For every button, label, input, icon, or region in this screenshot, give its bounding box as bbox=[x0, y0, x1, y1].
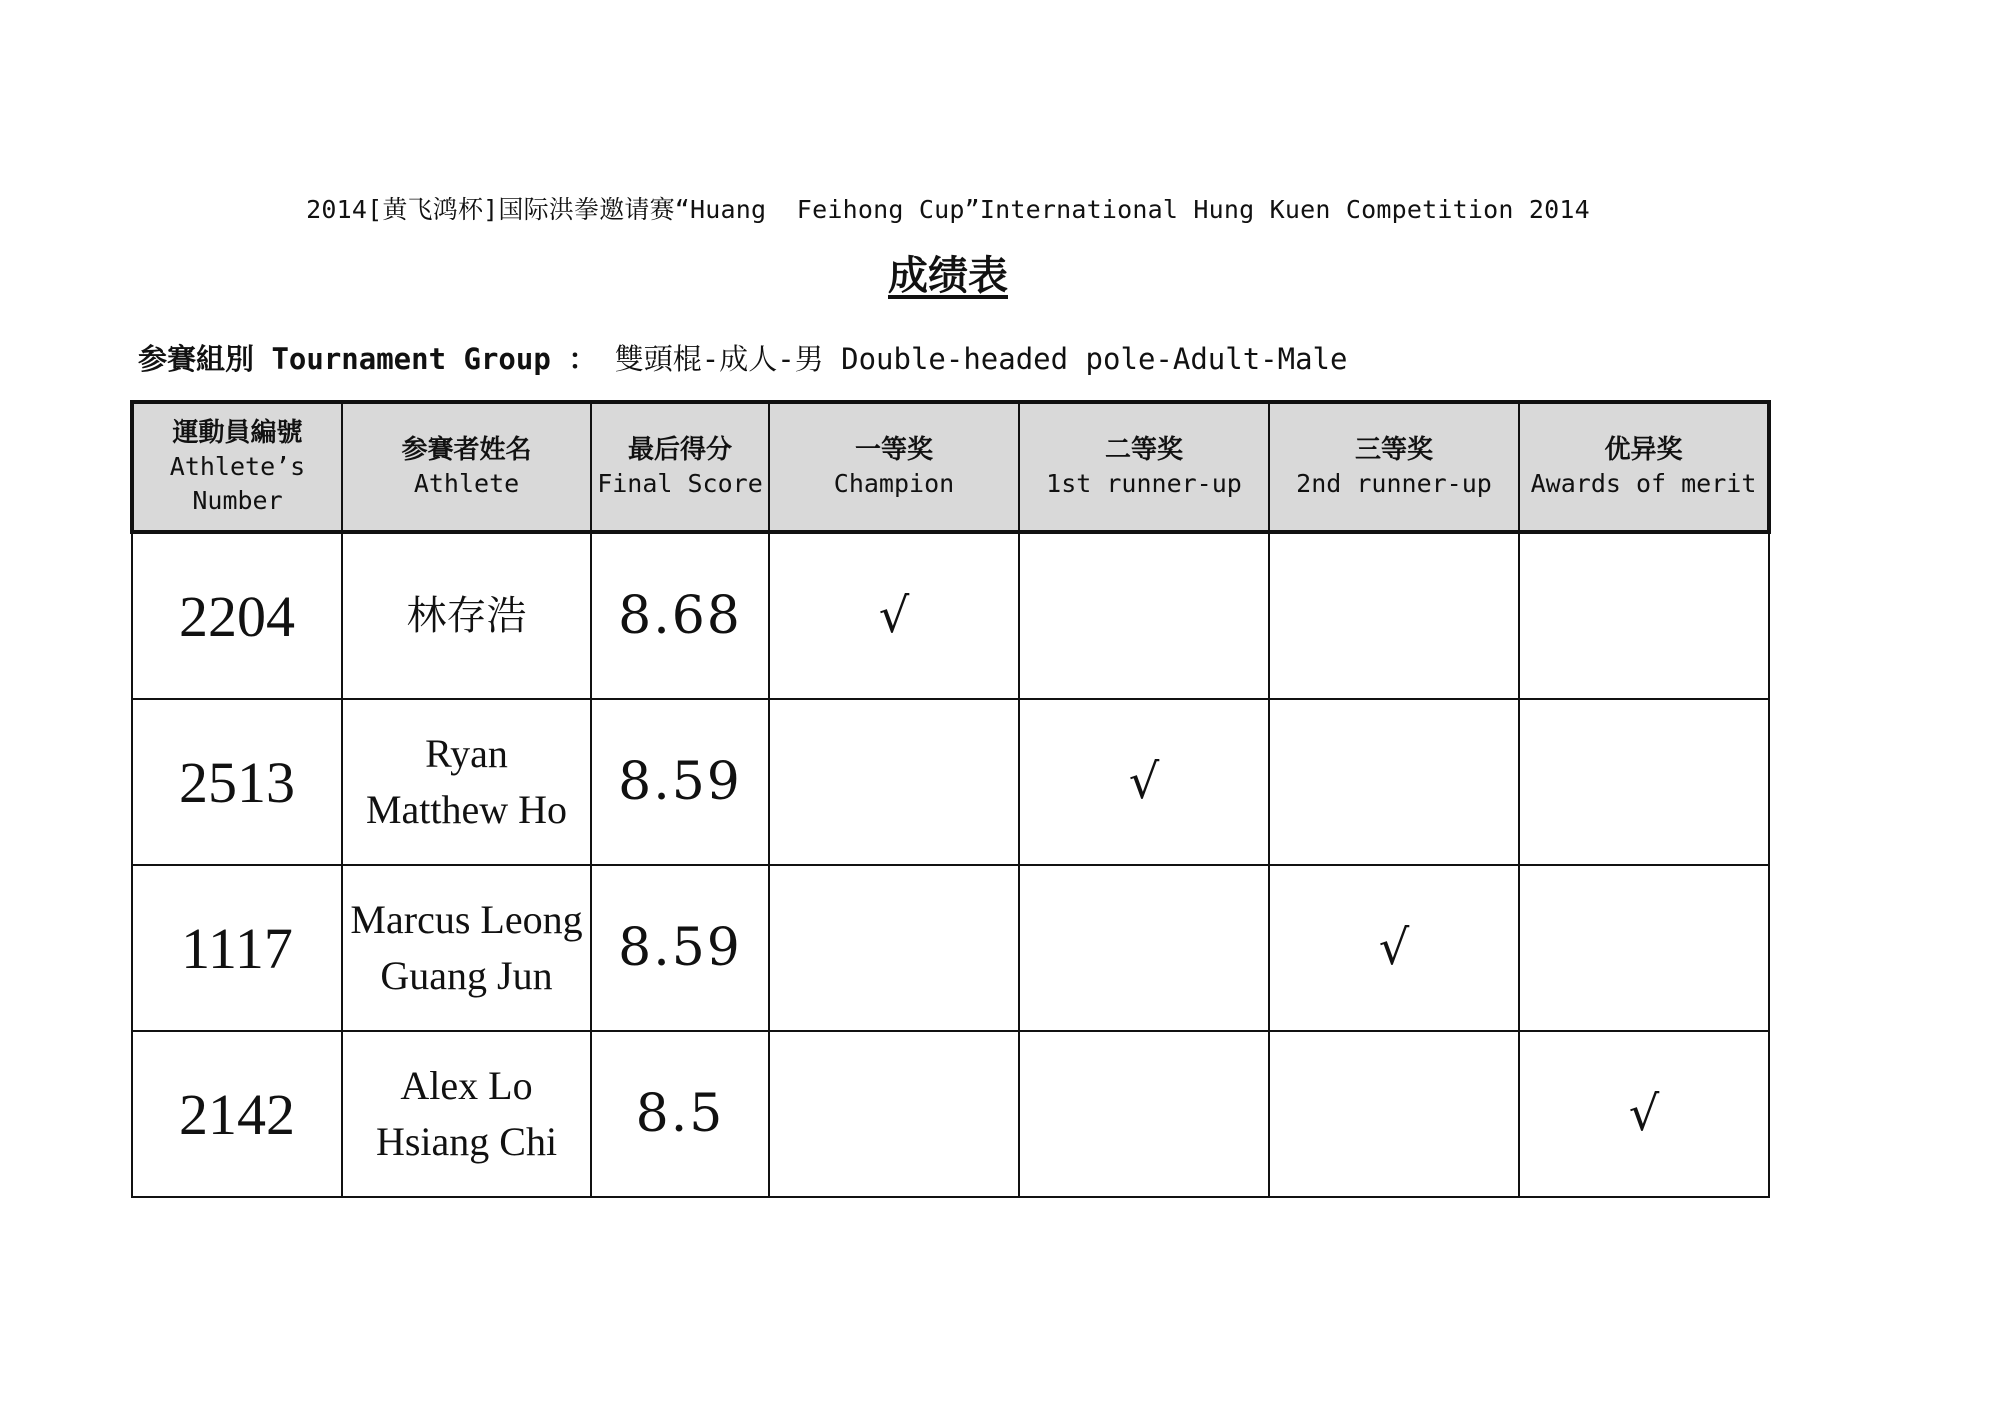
athlete-name-line: Ryan bbox=[425, 731, 508, 776]
first-runner-up-check-cell bbox=[1019, 532, 1269, 699]
header-en: Number bbox=[192, 486, 283, 515]
header-champion bbox=[769, 402, 1019, 532]
athlete-number-cell: 2513 bbox=[132, 699, 342, 865]
final-score-cell: 8.5 bbox=[591, 1031, 769, 1197]
athlete-number-cell: 2204 bbox=[132, 532, 342, 699]
champion-check-cell bbox=[769, 699, 1019, 865]
athlete-name-line: 林存浩 bbox=[406, 593, 527, 638]
table-row bbox=[132, 1031, 1769, 1197]
second-runner-up-check-cell: √ bbox=[1269, 865, 1519, 1031]
header-en: Athlete bbox=[413, 469, 520, 498]
header-first-runner-up bbox=[1019, 402, 1269, 532]
header-awards-of-merit bbox=[1519, 402, 1769, 532]
champion-check-cell bbox=[769, 1031, 1019, 1197]
table-row bbox=[132, 865, 1769, 1031]
champion-check-cell bbox=[769, 865, 1019, 1031]
header-row bbox=[132, 402, 1769, 532]
merit-check-cell bbox=[1519, 699, 1769, 865]
second-runner-up-check-cell bbox=[1269, 699, 1519, 865]
final-score-cell: 8.59 bbox=[591, 865, 769, 1031]
header-zh: 二等奖 bbox=[1104, 435, 1183, 465]
document-title: 2014[黄飞鸿杯]国际洪拳邀请赛“Huang Feihong Cup”International Hung Kuen Competition 2014 bbox=[306, 195, 1590, 224]
second-runner-up-check-cell bbox=[1269, 1031, 1519, 1197]
athlete-name-cell bbox=[342, 699, 591, 865]
athlete-name-line: Guang Jun bbox=[380, 953, 553, 998]
athlete-name-cell bbox=[342, 532, 591, 699]
header-en: 1st runner-up bbox=[1046, 469, 1242, 498]
header-zh: 運動員編號 bbox=[172, 418, 303, 448]
header-en: Athlete’s bbox=[169, 452, 306, 481]
merit-check-cell bbox=[1519, 865, 1769, 1031]
table-row bbox=[132, 532, 1769, 699]
final-score-cell: 8.59 bbox=[591, 699, 769, 865]
header-zh: 优异奖 bbox=[1604, 435, 1683, 465]
header-zh: 最后得分 bbox=[627, 435, 732, 465]
athlete-name-cell bbox=[342, 865, 591, 1031]
athlete-name-cell bbox=[342, 1031, 591, 1197]
header-zh: 一等奖 bbox=[854, 435, 933, 465]
header-zh: 参賽者姓名 bbox=[401, 435, 532, 465]
results-sheet-heading: 成绩表 bbox=[888, 253, 1008, 299]
athlete-number-cell: 2142 bbox=[132, 1031, 342, 1197]
athlete-name-line: Matthew Ho bbox=[365, 787, 568, 832]
athlete-name-line: Hsiang Chi bbox=[375, 1119, 558, 1164]
header-en: Final Score bbox=[597, 469, 763, 498]
merit-check-cell: √ bbox=[1519, 1031, 1769, 1197]
header-zh: 三等奖 bbox=[1354, 435, 1433, 465]
athlete-number-cell: 1117 bbox=[132, 865, 342, 1031]
tournament-group-value: 雙頭棍-成人-男 Double-headed pole-Adult-Male bbox=[614, 342, 1348, 376]
header-en: 2nd runner-up bbox=[1296, 469, 1492, 498]
header-athlete-name bbox=[342, 402, 591, 532]
first-runner-up-check-cell bbox=[1019, 1031, 1269, 1197]
first-runner-up-check-cell: √ bbox=[1019, 699, 1269, 865]
tournament-group-label: 参賽組別 Tournament Group ： bbox=[138, 342, 598, 376]
merit-check-cell bbox=[1519, 532, 1769, 699]
header-en: Champion bbox=[833, 469, 955, 498]
results-table bbox=[130, 400, 1771, 1198]
second-runner-up-check-cell bbox=[1269, 532, 1519, 699]
athlete-name-line: Marcus Leong bbox=[350, 897, 583, 942]
first-runner-up-check-cell bbox=[1019, 865, 1269, 1031]
header-athlete-number bbox=[132, 402, 342, 532]
champion-check-cell: √ bbox=[769, 532, 1019, 699]
header-second-runner-up bbox=[1269, 402, 1519, 532]
header-en: Awards of merit bbox=[1530, 469, 1757, 498]
tournament-group-line bbox=[138, 337, 1347, 378]
header-final-score bbox=[591, 402, 769, 532]
final-score-cell: 8.68 bbox=[591, 532, 769, 699]
athlete-name-line: Alex Lo bbox=[400, 1063, 533, 1108]
table-row bbox=[132, 699, 1769, 865]
